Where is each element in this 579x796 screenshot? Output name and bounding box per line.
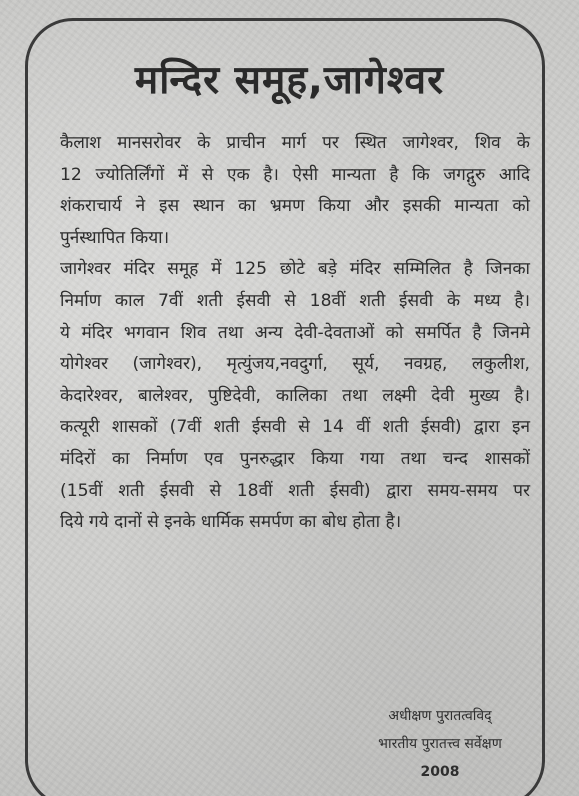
plaque-line: 12 ज्योतिर्लिंगों में से एक है। ऐसी मान्यता है कि जगद्गुरु आदि: [60, 164, 530, 185]
plaque-line: जागेश्वर मंदिर समूह में 125 छोटे बड़े मंदिर सम्मिलित है जिनका: [60, 259, 530, 280]
signature-designation: अधीक्षण पुरातत्वविद्: [388, 708, 492, 724]
plaque-line: योगेश्वर (जागेश्वर), मृत्युंजय,नवदुर्गा, सूर्य, नवग्रह, लकुलीश,: [60, 354, 530, 375]
plaque-line: (15वीं शती ईसवी से 18वीं शती ईसवी) द्वारा समय-समय पर: [60, 480, 530, 501]
signature-organization: भारतीय पुरातत्त्व सर्वेक्षण: [378, 736, 502, 752]
signature-year: 2008: [420, 764, 460, 780]
plaque-line: कत्यूरी शासकों (7वीं शती ईसवी से 14 वीं शती ईसवी) द्वारा इन: [60, 417, 530, 438]
plaque-line: शंकराचार्य ने इस स्थान का भ्रमण किया और इसकी मान्यता को: [60, 196, 530, 217]
plaque-line: केदारेश्वर, बालेश्वर, पुष्टिदेवी, कालिका तथा लक्ष्मी देवी मुख्य है।: [60, 385, 530, 406]
plaque-line: निर्माण काल 7वीं शती ईसवी से 18वीं शती ईसवी के मध्य है।: [60, 290, 530, 311]
plaque-body: [60, 128, 530, 539]
plaque-title: मन्दिर समूह,जागेश्वर: [134, 58, 445, 103]
plaque-line: मंदिरों का निर्माण एव पुनरुद्धार किया गया तथा चन्द शासकों: [60, 448, 530, 469]
plaque-signature: [340, 702, 540, 786]
plaque-line: पुर्नस्थापित किया।: [60, 227, 170, 248]
plaque-line: ये मंदिर भगवान शिव तथा अन्य देवी-देवताओं को समर्पित है जिनमे: [60, 322, 530, 343]
plaque-line: दिये गये दानों से इनके धार्मिक समर्पण का बोध होता है।: [60, 512, 402, 533]
plaque-line: कैलाश मानसरोवर के प्राचीन मार्ग पर स्थित जागेश्वर, शिव के: [60, 133, 530, 153]
